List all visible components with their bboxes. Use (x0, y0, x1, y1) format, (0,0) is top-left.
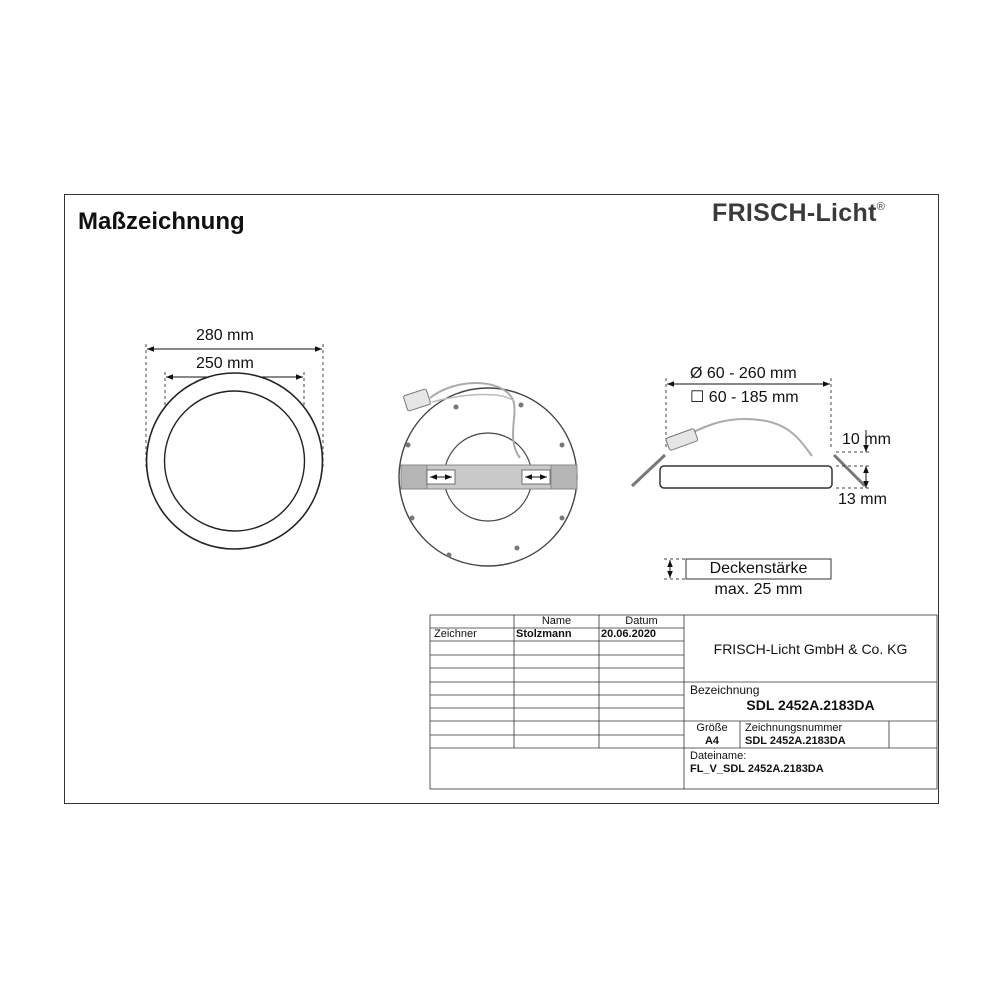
filename-label: Dateiname: (690, 750, 747, 762)
ceiling-max-label: max. 25 mm (714, 581, 803, 598)
drafter-name: Stolzmann (516, 628, 572, 640)
spring-end-right (551, 465, 577, 489)
inner-ring (165, 391, 305, 531)
page-title: Maßzeichnung (78, 208, 245, 235)
spring-clip-right (834, 455, 865, 486)
side-connector (666, 428, 699, 450)
depth-label: 10 mm (842, 431, 891, 448)
col-date-header: Datum (625, 615, 658, 627)
connector-box (403, 389, 431, 412)
inner-diameter-label: 250 mm (196, 355, 254, 372)
size-label: Größe (696, 722, 728, 734)
company-name: FRISCH-Licht GmbH & Co. KG (713, 641, 908, 657)
drawing-number-value: SDL 2452A.2183DA (745, 735, 846, 747)
front-view (146, 344, 323, 549)
size-value: A4 (704, 735, 720, 747)
registered-mark: ® (876, 201, 886, 213)
filename-value: FL_V_SDL 2452A.2183DA (690, 763, 824, 775)
cutout-round-label: Ø 60 - 260 mm (690, 365, 797, 382)
spring-end-left (401, 465, 427, 489)
drawing-number-label: Zeichnungsnummer (745, 722, 843, 734)
side-view (632, 378, 872, 579)
height-label: 13 mm (838, 491, 887, 508)
lamp-body (660, 466, 832, 488)
row-drafter-label: Zeichner (434, 628, 477, 640)
back-view (399, 383, 577, 566)
ceiling-thickness-label: Deckenstärke (709, 560, 808, 577)
col-name-header: Name (541, 615, 572, 627)
designation-label: Bezeichnung (690, 683, 760, 697)
drafter-date: 20.06.2020 (601, 628, 657, 640)
outer-diameter-label: 280 mm (196, 327, 254, 344)
cutout-square-label: ☐ 60 - 185 mm (690, 389, 799, 406)
logo-text: FRISCH-Licht (712, 199, 877, 227)
designation-value: SDL 2452A.2183DA (746, 697, 875, 713)
